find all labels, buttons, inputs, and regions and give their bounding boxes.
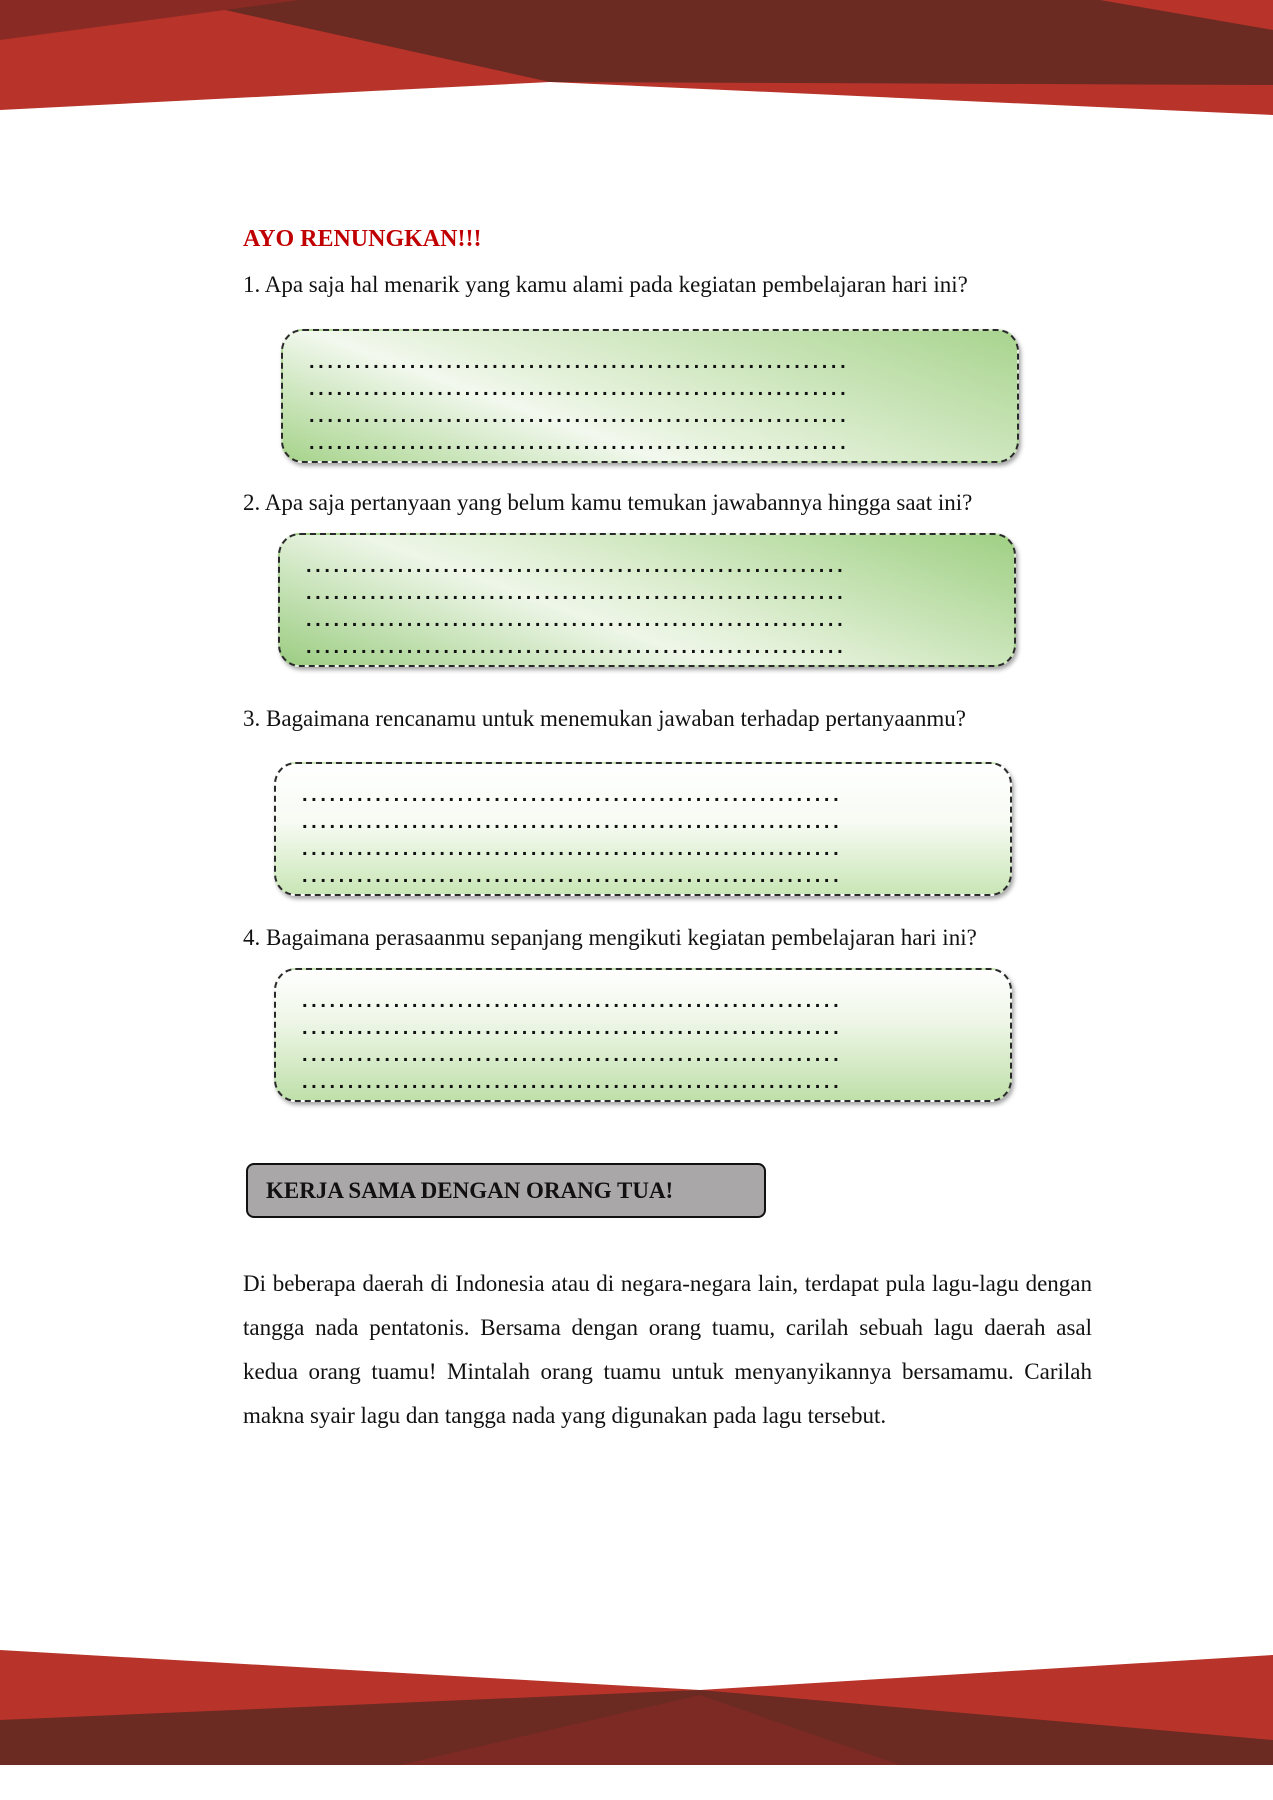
answer-line: ........................................................... <box>309 351 850 373</box>
answer-line: ........................................................... <box>306 609 847 631</box>
question-4: 4. Bagaimana perasaanmu sepanjang mengikuti kegiatan pembelajaran hari ini? <box>243 925 977 950</box>
answer-line: ........................................................... <box>302 1044 843 1066</box>
activity-paragraph: Di beberapa daerah di Indonesia atau di negara-negara lain, terdapat pula lagu-lagu dengan tangga nada pentatonis. Bersama dengan orang tuamu, carilah sebuah lagu daerah asal kedua orang tuamu! Mintalah orang tuamu untuk menyanyikannya bersamamu. Carilah makna syair lagu dan tangga nada yang digunakan pada lagu tersebut. <box>243 1271 1092 1428</box>
answer-line: ........................................................... <box>306 636 847 658</box>
answer-line: ........................................................... <box>302 1071 843 1093</box>
answer-line: ........................................................... <box>306 555 847 577</box>
answer-box-1[interactable] <box>281 329 1019 463</box>
question-2: 2. Apa saja pertanyaan yang belum kamu temukan jawabannya hingga saat ini? <box>243 490 973 515</box>
answer-box-2[interactable] <box>278 533 1016 667</box>
answer-line: ........................................................... <box>309 378 850 400</box>
question-1: 1. Apa saja hal menarik yang kamu alami pada kegiatan pembelajaran hari ini? <box>243 272 968 297</box>
answer-line: ........................................................... <box>309 432 850 454</box>
page-heading: AYO RENUNGKAN!!! <box>243 226 482 252</box>
answer-line: ........................................................... <box>302 811 843 833</box>
answer-line: ........................................................... <box>302 865 843 887</box>
answer-box-3[interactable] <box>274 762 1012 896</box>
activity-label: KERJA SAMA DENGAN ORANG TUA! <box>246 1163 766 1218</box>
question-3: 3. Bagaimana rencanamu untuk menemukan jawaban terhadap pertanyaanmu? <box>243 706 966 731</box>
answer-line: ........................................................... <box>302 990 843 1012</box>
bottom-banner <box>0 1640 1273 1765</box>
answer-line: ........................................................... <box>302 1017 843 1039</box>
answer-box-4[interactable] <box>274 968 1012 1102</box>
top-banner <box>0 0 1273 120</box>
answer-line: ........................................................... <box>309 405 850 427</box>
answer-line: ........................................................... <box>302 838 843 860</box>
answer-line: ........................................................... <box>302 784 843 806</box>
answer-line: ........................................................... <box>306 582 847 604</box>
